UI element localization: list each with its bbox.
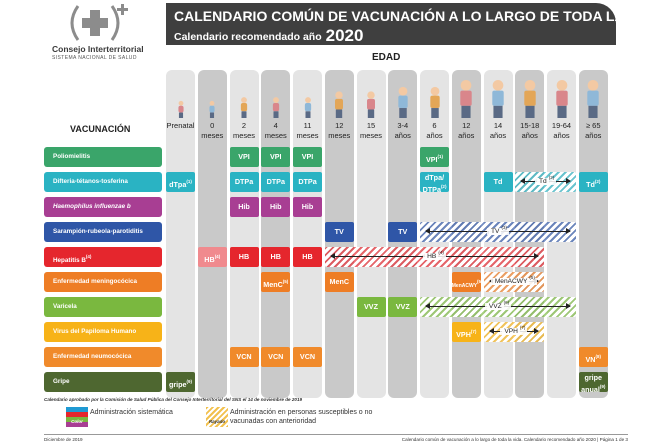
dose-cell xyxy=(325,222,354,242)
catchup-range xyxy=(420,297,576,317)
dose-cell xyxy=(420,147,449,167)
catchup-range xyxy=(484,322,545,342)
age-unit: meses xyxy=(264,131,287,140)
age-label xyxy=(293,121,322,141)
dose-cell xyxy=(579,172,608,192)
page-subtitle xyxy=(174,26,363,46)
age-label xyxy=(579,121,608,141)
range-label-box xyxy=(423,250,446,260)
age-label xyxy=(261,121,290,141)
age-column xyxy=(166,70,195,398)
age-unit: años xyxy=(553,131,570,140)
range-label xyxy=(484,275,545,285)
range-label-box xyxy=(491,275,537,285)
cell-text: Enfermedad neumocócica xyxy=(53,353,132,360)
cell-text: Enfermedad meningocócica xyxy=(53,278,137,285)
cell-text: VCN xyxy=(299,352,316,361)
dose-cell xyxy=(261,147,290,167)
range-label-box xyxy=(487,225,509,235)
cell-text: VPI xyxy=(238,152,250,161)
footnote-ref: (5) xyxy=(529,275,535,280)
footnote-ref: (5) xyxy=(477,279,483,284)
age-value: ≥ 65 xyxy=(585,121,601,130)
dose-cell xyxy=(452,322,481,342)
age-label xyxy=(166,121,195,131)
cell-text: VVZ xyxy=(364,302,378,311)
age-label xyxy=(420,121,449,141)
vaccine-label xyxy=(44,372,162,392)
age-unit: meses xyxy=(232,131,256,140)
vaccine-label xyxy=(44,347,162,367)
org-subtitle: SISTEMA NACIONAL DE SALUD xyxy=(52,55,137,61)
age-value: 6 xyxy=(432,121,437,130)
age-figure-icon xyxy=(266,78,286,118)
range-label-box xyxy=(500,325,527,335)
cell-text: TV xyxy=(334,227,344,236)
cell-text: HB xyxy=(270,252,281,261)
dose-cell xyxy=(293,172,322,192)
axis-vacunacion: VACUNACIÓN xyxy=(70,124,131,134)
age-label xyxy=(230,121,259,141)
legend-hatch-text: Administración en personas susceptibles o no vacunadas con anterioridad xyxy=(230,409,373,425)
cell-text: HB xyxy=(427,253,437,260)
dose-cell xyxy=(230,197,259,217)
age-figure-icon xyxy=(298,78,318,118)
cell-text: gripe xyxy=(584,373,603,382)
catchup-range xyxy=(325,247,545,267)
dose-cell xyxy=(293,347,322,367)
dose-cell xyxy=(357,297,386,317)
catchup-range xyxy=(420,222,576,242)
age-figure-icon xyxy=(329,78,349,118)
age-figure-icon xyxy=(456,78,476,118)
age-unit: meses xyxy=(328,131,351,140)
cell-text: DTPa xyxy=(298,177,317,186)
dose-cell xyxy=(230,347,259,367)
cell-text: Virus del Papiloma Humano xyxy=(53,328,137,335)
age-value: 15-18 xyxy=(520,121,540,130)
age-value: Prenatal xyxy=(166,121,195,130)
dose-cell xyxy=(261,272,290,292)
dose-cell xyxy=(293,197,322,217)
cell-text: HB xyxy=(238,252,250,261)
year: 2020 xyxy=(325,26,364,45)
cell-text: Difteria-tétanos-tosferina xyxy=(53,178,128,185)
range-label xyxy=(420,225,576,235)
dose-cell xyxy=(388,297,417,317)
age-figure-icon xyxy=(361,78,381,118)
cell-text: Haemophilus influenzae b xyxy=(53,203,131,210)
footnote-ref: (1) xyxy=(437,154,444,159)
age-column xyxy=(357,70,386,398)
cell-text: Td xyxy=(539,178,547,185)
footnote-ref: (2) xyxy=(594,179,601,184)
age-figure-icon xyxy=(425,78,445,118)
age-label xyxy=(325,121,354,141)
cell-text: dTpa xyxy=(169,180,187,189)
cell-text: Hib xyxy=(301,202,314,211)
cell-text: dTpa/ xyxy=(424,173,445,182)
age-figure-icon xyxy=(488,78,508,118)
range-label xyxy=(420,300,576,310)
footer-date: Diciembre de 2019 xyxy=(44,437,83,442)
dose-cell xyxy=(452,272,481,292)
age-label xyxy=(198,121,227,141)
dose-cell xyxy=(166,172,195,192)
cell-text: Varicela xyxy=(53,303,77,310)
page-title: CALENDARIO COMÚN DE VACUNACIÓN A LO LARGO DE TODA LA VIDA xyxy=(174,8,661,24)
axis-edad: EDAD xyxy=(372,52,401,63)
subtitle-text: Calendario recomendado año xyxy=(174,31,322,43)
range-label-box xyxy=(535,175,556,185)
age-label xyxy=(388,121,417,141)
approval-note: Calendario aprobado por la Comisión de Salud Pública del Consejo Interterritorial del SNS el 14 de noviembre de 2019 xyxy=(44,397,303,402)
vaccine-label xyxy=(44,322,162,342)
cell-text: MenACWY xyxy=(451,283,478,289)
dose-cell xyxy=(230,172,259,192)
dose-cell xyxy=(261,172,290,192)
org-name: Consejo Interterritorial xyxy=(52,44,144,54)
cell-text: Sarampión-rubeola-parotiditis xyxy=(53,228,143,235)
age-value: 11 xyxy=(303,121,312,130)
cell-text: Td xyxy=(586,180,595,189)
cell-text: MenACWY xyxy=(494,278,528,285)
footer-rule xyxy=(44,434,628,435)
age-value: 14 xyxy=(493,121,503,130)
dose-cell xyxy=(230,147,259,167)
cell-text: VPH xyxy=(456,330,471,339)
cell-text: VPH xyxy=(504,328,518,335)
cell-text: VVZ xyxy=(395,302,410,311)
dose-cell xyxy=(484,172,513,192)
vaccine-label xyxy=(44,297,162,317)
footnote-ref: (9) xyxy=(186,379,193,384)
vaccine-label xyxy=(44,197,162,217)
dose-cell xyxy=(325,272,354,292)
cell-text: DTPa xyxy=(422,185,441,194)
vaccine-label xyxy=(44,247,162,267)
cell-text: VPI xyxy=(425,155,438,164)
age-figure-icon xyxy=(234,78,254,118)
vaccine-label xyxy=(44,172,162,192)
range-label xyxy=(484,325,545,335)
title-banner xyxy=(166,3,661,45)
footnote-ref: (7) xyxy=(470,329,477,334)
age-figure-icon xyxy=(171,78,191,118)
age-label xyxy=(452,121,481,141)
cell-text: MenC xyxy=(329,277,350,286)
footnote-ref: (2) xyxy=(548,175,555,180)
footnote-ref: (4) xyxy=(438,250,444,255)
dose-cell xyxy=(261,247,290,267)
legend-color-text: Administración sistemática xyxy=(90,409,173,416)
cell-text: DTPa xyxy=(234,177,254,186)
footnote-ref: (5) xyxy=(282,279,289,284)
cell-text: Hib xyxy=(269,202,282,211)
range-label xyxy=(515,175,576,185)
cell-text: VCN xyxy=(236,352,252,361)
age-figure-icon xyxy=(393,78,413,118)
catchup-range xyxy=(484,272,545,292)
age-unit: años xyxy=(426,131,443,140)
dose-cell xyxy=(420,172,449,192)
age-value: 15 xyxy=(366,121,376,130)
vaccine-label xyxy=(44,272,162,292)
age-figure-icon xyxy=(552,78,572,118)
footer-caption: Calendario común de vacunación a lo largo de toda la vida. Calendario recomendado año 2020 | Página 1 de 3 xyxy=(401,437,628,442)
cell-text: TV xyxy=(491,228,500,235)
dose-cell xyxy=(388,222,417,242)
footnote-ref: (4) xyxy=(214,254,221,259)
cell-text: Td xyxy=(493,177,503,186)
cell-text: anual xyxy=(581,385,600,394)
cell-text: MenC xyxy=(263,280,283,289)
age-unit: años xyxy=(585,131,602,140)
age-figure-icon xyxy=(520,78,540,118)
range-label-box xyxy=(485,300,511,310)
cell-text: VN xyxy=(585,355,596,364)
dose-cell xyxy=(166,372,195,392)
age-figure-icon xyxy=(583,78,603,118)
cell-text: VVZ xyxy=(488,303,502,310)
age-column xyxy=(198,70,227,398)
age-unit: meses xyxy=(201,131,224,140)
age-label xyxy=(357,121,386,141)
footnote-ref: (4) xyxy=(85,254,92,259)
dose-cell xyxy=(293,147,322,167)
cell-text: VPI xyxy=(301,152,314,161)
dose-cell xyxy=(230,247,259,267)
legend-color-swatch: Color xyxy=(66,407,88,427)
cell-text: TV xyxy=(398,227,408,236)
cell-text: Hepatitis B xyxy=(53,257,86,264)
age-unit: años xyxy=(521,131,538,140)
cell-text: VCN xyxy=(268,352,284,361)
age-unit: meses xyxy=(296,131,319,140)
vaccine-label xyxy=(44,222,162,242)
age-value: 2 xyxy=(241,121,247,130)
cell-text: Gripe xyxy=(53,378,70,385)
vaccine-label xyxy=(44,147,162,167)
dose-cell xyxy=(261,197,290,217)
dose-cell xyxy=(261,347,290,367)
footnote-ref: (8) xyxy=(595,354,601,359)
age-unit: meses xyxy=(359,131,383,140)
range-label xyxy=(325,250,545,260)
age-unit: años xyxy=(489,131,507,140)
cell-text: VPI xyxy=(269,152,282,161)
age-value: 3-4 xyxy=(397,121,409,130)
age-figure-icon xyxy=(202,78,222,118)
age-value: 0 xyxy=(210,121,215,130)
cell-text: Hib xyxy=(238,202,250,211)
footnote-ref: (7) xyxy=(519,325,526,330)
cell-text: DTPa xyxy=(266,177,285,186)
age-unit: años xyxy=(458,131,475,140)
legend-hatch-swatch: Rayado xyxy=(206,407,228,427)
age-label xyxy=(484,121,513,141)
dose-cell xyxy=(579,372,608,392)
cell-text: HB xyxy=(302,252,313,261)
age-value: 12 xyxy=(462,121,471,130)
footnote-ref: (1) xyxy=(186,179,192,184)
age-unit: años xyxy=(394,131,411,140)
age-value: 12 xyxy=(335,121,344,130)
age-value: 4 xyxy=(273,121,278,130)
dose-cell xyxy=(579,347,608,367)
age-value: 19-64 xyxy=(551,121,572,130)
age-label xyxy=(547,121,576,141)
footnote-ref: (2) xyxy=(440,184,447,189)
age-label xyxy=(515,121,544,141)
footnote-ref: (3) xyxy=(501,225,507,230)
cell-text: Poliomielitis xyxy=(53,153,91,160)
cell-text: gripe xyxy=(168,380,187,389)
dose-cell xyxy=(293,247,322,267)
dose-cell xyxy=(198,247,227,267)
cell-text: HB xyxy=(204,255,215,264)
catchup-range xyxy=(515,172,576,192)
footnote-ref: (6) xyxy=(503,300,510,305)
footnote-ref: (9) xyxy=(599,384,606,389)
